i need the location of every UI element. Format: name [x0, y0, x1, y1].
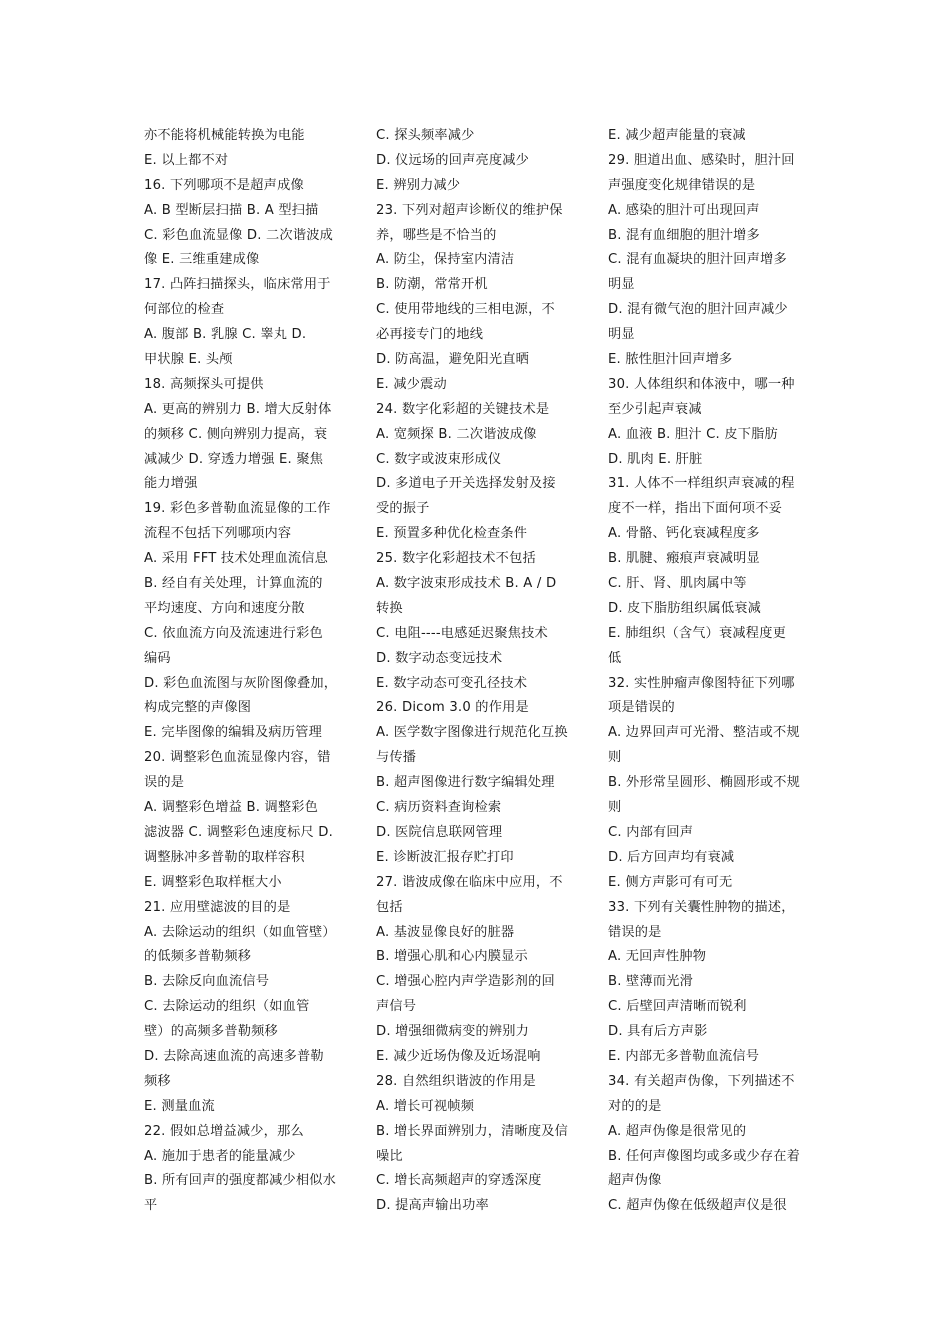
text-column-1	[144, 124, 352, 1219]
text-line: 32. 实性肿瘤声像图特征下列哪	[608, 675, 795, 691]
text-line: E. 以上都不对	[144, 152, 229, 168]
text-line: 对的的是	[608, 1098, 662, 1114]
text-line: B. 肌腱、瘢痕声衰减明显	[608, 551, 760, 567]
text-line: E. 减少超声能量的衰减	[608, 128, 746, 143]
text-line: D. 医院信息联网管理	[376, 824, 503, 840]
text-line: E. 诊断波汇报存贮打印	[376, 849, 514, 865]
text-column-2	[376, 124, 584, 1219]
text-line: 明显	[608, 277, 635, 293]
text-line: 的频移 C. 侧向辨别力提高，衰	[144, 426, 328, 442]
text-line: 22. 假如总增益减少，那么	[144, 1123, 304, 1139]
text-line: 能力增强	[144, 476, 198, 492]
text-line: B. 增强心肌和心内膜显示	[376, 949, 528, 965]
text-line: B. 增长界面辨别力，清晰度及信	[376, 1123, 569, 1139]
text-line: B. 混有血细胞的胆汁增多	[608, 227, 760, 243]
text-line: D. 仪远场的回声亮度减少	[376, 152, 530, 168]
text-line: 甲状腺 E. 头颅	[144, 352, 233, 368]
text-line: 亦不能将机械能转换为电能	[144, 128, 305, 143]
text-line: C. 彩色血流显像 D. 二次谐波成	[144, 227, 333, 243]
text-line: B. 任何声像图均或多或少存在着	[608, 1148, 801, 1164]
text-line: 调整脉冲多普勒的取样容积	[144, 849, 305, 865]
text-line: B. 经自有关处理，计算血流的	[144, 576, 323, 592]
text-line: 误的是	[144, 775, 185, 791]
text-line: D. 后方回声均有衰减	[608, 849, 735, 865]
text-line: D. 混有微气泡的胆汁回声减少	[608, 302, 788, 318]
text-line: 滤波器 C. 调整彩色速度标尺 D.	[144, 824, 333, 840]
text-line: C. 肝、肾、肌肉属中等	[608, 576, 747, 592]
text-line: B. 壁薄而光滑	[608, 974, 693, 990]
text-line: 必再接专门的地线	[376, 327, 484, 343]
text-line: 31. 人体不一样组织声衰减的程	[608, 476, 795, 492]
text-line: 壁）的高频多普勒频移	[144, 1024, 278, 1040]
text-line: 像 E. 三维重建成像	[144, 252, 260, 268]
text-line: A. 骨骼、钙化衰减程度多	[608, 526, 760, 542]
text-line: B. 去除反向血流信号	[144, 974, 270, 990]
text-line: D. 多道电子开关选择发射及接	[376, 476, 556, 492]
text-line: A. 超声伪像是很常见的	[608, 1123, 747, 1139]
text-line: C. 超声伪像在低级超声仪是很	[608, 1198, 787, 1214]
text-line: 受的振子	[376, 501, 430, 517]
text-line: E. 肺组织（含气）衰减程度更	[608, 625, 786, 641]
text-line: B. 超声图像进行数字编辑处理	[376, 775, 555, 791]
text-line: 则	[608, 800, 622, 816]
text-line: 34. 有关超声伪像，下列描述不	[608, 1073, 795, 1089]
text-line: D. 防高温，避免阳光直晒	[376, 352, 530, 368]
text-line: 20. 调整彩色血流显像内容，错	[144, 750, 331, 766]
text-line: 错误的是	[608, 924, 662, 940]
text-line: 明显	[608, 327, 635, 343]
text-line: 28. 自然组织谐波的作用是	[376, 1073, 536, 1089]
text-line: A. 施加于患者的能量减少	[144, 1148, 296, 1164]
text-line: 项是错误的	[608, 700, 675, 716]
text-line: 26. Dicom 3.0 的作用是	[376, 700, 529, 716]
text-line: E. 内部无多普勒血流信号	[608, 1048, 760, 1064]
text-line: 至少引起声衰减	[608, 401, 702, 417]
text-line: C. 探头频率减少	[376, 128, 475, 143]
text-line: 超声伪像	[608, 1173, 662, 1189]
text-line: A. 去除运动的组织（如血管壁）	[144, 924, 336, 940]
text-line: D. 肌肉 E. 肝脏	[608, 451, 703, 467]
text-line: 则	[608, 750, 622, 766]
text-line: A. 感染的胆汁可出现回声	[608, 202, 760, 218]
text-line: A. 边界回声可光滑、整洁或不规	[608, 725, 800, 741]
text-line: C. 去除运动的组织（如血管	[144, 999, 310, 1015]
text-line: C. 病历资料查询检索	[376, 800, 502, 816]
text-line: A. 血液 B. 胆汁 C. 皮下脂肪	[608, 426, 778, 442]
text-line: A. 医学数字图像进行规范化互换	[376, 725, 568, 741]
text-line: 构成完整的声像图	[144, 700, 252, 716]
text-line: 33. 下列有关囊性肿物的描述，	[608, 899, 795, 915]
text-line: E. 预置多种优化检查条件	[376, 526, 528, 542]
text-line: D. 数字动态变远技术	[376, 650, 503, 666]
text-line: D. 增强细微病变的辨别力	[376, 1024, 530, 1040]
text-line: A. 数字波束形成技术 B. A / D	[376, 576, 557, 592]
text-line: E. 减少震动	[376, 376, 447, 392]
text-line: D. 去除高速血流的高速多普勒	[144, 1048, 324, 1064]
text-line: 的低频多普勒频移	[144, 949, 252, 965]
text-line: 25. 数字化彩超技术不包括	[376, 551, 536, 567]
text-line: E. 数字动态可变孔径技术	[376, 675, 528, 691]
text-line: 频移	[144, 1073, 171, 1089]
text-line: D. 彩色血流图与灰阶图像叠加，	[144, 675, 338, 691]
text-line: C. 依血流方向及流速进行彩色	[144, 625, 323, 641]
text-line: 流程不包括下列哪项内容	[144, 526, 292, 542]
text-line: E. 测量血流	[144, 1098, 215, 1114]
text-line: D. 提高声输出功率	[376, 1198, 489, 1214]
text-line: A. 更高的辨别力 B. 增大反射体	[144, 401, 332, 417]
text-line: A. 基波显像良好的脏器	[376, 924, 515, 940]
text-line: 18. 高频探头可提供	[144, 376, 264, 392]
text-line: A. B 型断层扫描 B. A 型扫描	[144, 202, 319, 218]
text-line: B. 防潮，常常开机	[376, 277, 488, 293]
text-line: C. 使用带地线的三相电源，不	[376, 302, 555, 318]
text-line: A. 腹部 B. 乳腺 C. 睾丸 D.	[144, 327, 307, 343]
text-line: E. 辨别力减少	[376, 177, 461, 193]
text-line: 度不一样，指出下面何项不妥	[608, 501, 783, 517]
text-line: B. 外形常呈圆形、椭圆形或不规	[608, 775, 801, 791]
text-line: 与传播	[376, 750, 417, 766]
text-line: C. 数字或波束形成仪	[376, 451, 502, 467]
text-line: E. 脓性胆汁回声增多	[608, 352, 733, 368]
text-line: C. 增长高频超声的穿透深度	[376, 1173, 542, 1189]
text-line: C. 混有血凝块的胆汁回声增多	[608, 252, 787, 268]
text-line: C. 电阻----电感延迟聚焦技术	[376, 625, 548, 641]
text-line: 平均速度、方向和速度分散	[144, 600, 305, 616]
text-line: A. 防尘，保持室内清洁	[376, 252, 515, 268]
text-line: C. 后壁回声清晰而锐利	[608, 999, 747, 1015]
text-line: E. 侧方声影可有可无	[608, 874, 733, 890]
text-line: D. 具有后方声影	[608, 1024, 708, 1040]
text-line: A. 调整彩色增益 B. 调整彩色	[144, 800, 319, 816]
text-line: 24. 数字化彩超的关键技术是	[376, 401, 550, 417]
text-line: C. 增强心腔内声学造影剂的回	[376, 974, 555, 990]
text-line: 17. 凸阵扫描探头，临床常用于	[144, 277, 331, 293]
text-line: A. 无回声性肿物	[608, 949, 707, 965]
text-line: 19. 彩色多普勒血流显像的工作	[144, 501, 331, 517]
text-line: 包括	[376, 899, 403, 915]
text-line: 噪比	[376, 1148, 403, 1164]
text-line: 减减少 D. 穿透力增强 E. 聚焦	[144, 451, 324, 467]
text-line: 29. 胆道出血、感染时，胆汁回	[608, 152, 795, 168]
text-line: 何部位的检查	[144, 302, 225, 318]
text-line: 声强度变化规律错误的是	[608, 177, 756, 193]
text-line: 声信号	[376, 999, 417, 1015]
text-line: A. 增长可视帧频	[376, 1098, 475, 1114]
text-line: 30. 人体组织和体液中，哪一种	[608, 376, 795, 392]
text-line: E. 减少近场伪像及近场混响	[376, 1048, 541, 1064]
text-line: 转换	[376, 600, 403, 616]
text-line: C. 内部有回声	[608, 824, 694, 840]
text-line: 养，哪些是不恰当的	[376, 227, 497, 243]
text-line: A. 采用 FFT 技术处理血流信息	[144, 551, 329, 567]
text-line: 23. 下列对超声诊断仪的维护保	[376, 202, 563, 218]
text-line: 平	[144, 1198, 158, 1214]
text-line: E. 调整彩色取样框大小	[144, 874, 282, 890]
text-line: 低	[608, 650, 622, 666]
text-line: 编码	[144, 650, 171, 666]
text-line: D. 皮下脂肪组织属低衰减	[608, 600, 762, 616]
text-line: 16. 下列哪项不是超声成像	[144, 177, 304, 193]
text-line: A. 宽频探 B. 二次谐波成像	[376, 426, 537, 442]
text-line: 21. 应用壁滤波的目的是	[144, 899, 291, 915]
text-line: 27. 谐波成像在临床中应用，不	[376, 874, 563, 890]
text-line: E. 完毕图像的编辑及病历管理	[144, 725, 322, 741]
text-column-3	[608, 124, 816, 1219]
text-line: B. 所有回声的强度都减少相似水	[144, 1173, 337, 1189]
